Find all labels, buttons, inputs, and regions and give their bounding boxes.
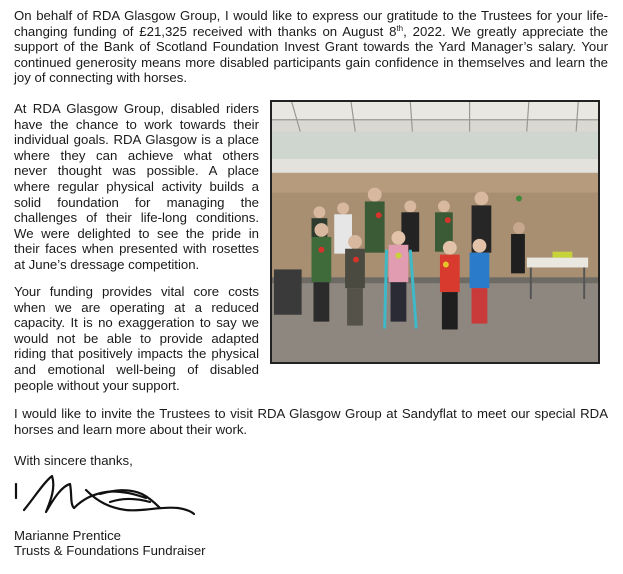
paragraph-gratitude-text-a: On behalf of RDA Glasgow Group, I would like to express our gratitude to the Trustees for your life-changing funding of £21,325 received with thanks on August 8 xyxy=(14,8,608,39)
ordinal-superscript: th xyxy=(396,23,404,33)
paragraph-gratitude-text-b: , 2022. We greatly appreciate the support of the Bank of Scotland Foundation Invest Grant towards the Yard Manager’s salary. Your continued generosity means more disabled participants gain confidence in themselves and learn the joy of connecting with horses. xyxy=(14,23,608,86)
group-photo xyxy=(270,100,600,364)
paragraph-gratitude xyxy=(14,8,608,86)
handwritten-signature xyxy=(10,468,200,520)
paragraph-riders: At RDA Glasgow Group, disabled riders have the chance to work towards their individual goals. RDA Glasgow is a place where they can achieve what others never thought was possible. A place where regular physical activity builds a solid foundation for managing the challenges of their life-long conditions. We were delighted to see the pride in their faces when presented with rosettes at June’s dressage competition. xyxy=(14,101,259,272)
closing-line: With sincere thanks, xyxy=(14,453,133,468)
paragraph-funding: Your funding provides vital core costs when we are operating at a reduced capacity. It is no exaggeration to say we would not be able to provide adapted riding that positively impacts the physical and emotional well-being of disabled people without your support. xyxy=(14,284,259,393)
paragraph-invitation: I would like to invite the Trustees to visit RDA Glasgow Group at Sandyflat to meet our special RDA horses and learn more about their work. xyxy=(14,406,608,437)
signatory-name: Marianne Prentice xyxy=(14,528,122,543)
group-photo-illustration xyxy=(272,102,598,362)
signatory-title: Trusts & Foundations Fundraiser xyxy=(14,543,206,558)
